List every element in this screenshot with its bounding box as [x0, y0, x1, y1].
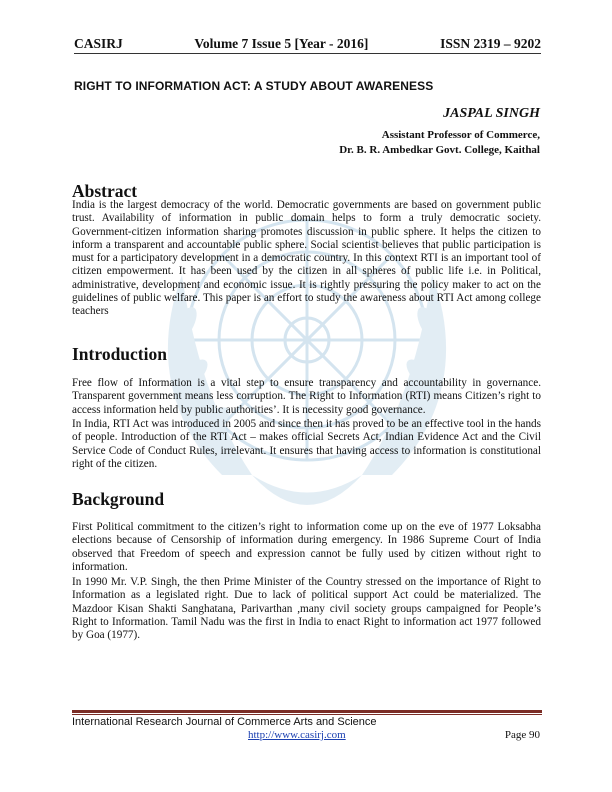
footer-journal-name: International Research Journal of Commerce Arts and Science — [72, 716, 377, 728]
page-number: Page 90 — [504, 729, 540, 741]
footer-rule-thick — [72, 710, 542, 713]
background-paragraph-2: In 1990 Mr. V.P. Singh, the then Prime Minister of the Country stressed on the importance of Right to Information as a legislated right. Due to lack of political support Act could be materialized. The Mazdoor Kisan Shakti Sanghatana, Parivarthan ,many civil society groups campaigned for People’s Right to Information. Tamil Nadu was the first in India to enact Right to information act 1977 followed by Goa (1977). — [72, 576, 541, 642]
volume-issue: Volume 7 Issue 5 [Year - 2016] — [194, 36, 369, 51]
paper-title: RIGHT TO INFORMATION ACT: A STUDY ABOUT AWARENESS — [74, 79, 434, 93]
author-position: Assistant Professor of Commerce, — [381, 129, 540, 141]
running-header — [74, 36, 541, 54]
introduction-paragraph-2: In India, RTI Act was introduced in 2005 and since then it has proved to be an effective tool in the hands of people. Introduction of the RTI Act – makes official Secrets Act, Indian Evidence Act and the Civil Service Code of Conduct Rules, irrelevant. It ensures that having access to information is constitutional right of the citizen. — [72, 418, 541, 470]
journal-abbrev: CASIRJ — [74, 36, 123, 51]
abstract-text: India is the largest democracy of the world. Democratic governments are based on government public trust. Availability of information in public domain helps to form a truly democratic society. Government-citizen information sharing promotes discussion in public sphere. It helps the citizen to inform a transparent and accountable public sphere. Social scientist believes that public participation is must for a participatory development in a democratic country. In this context RTI is an important tool of citizen empowerment. It has been used by the citizen in all spheres of public life i.e. in Political, administrative, development and economic issue. It is rightly pressuring the policy maker to act on the guidelines of public welfare. This paper is an effort to study the awareness about RTI Act among college teachers — [72, 199, 541, 318]
author-affiliation: Dr. B. R. Ambedkar Govt. College, Kaithal — [339, 144, 540, 156]
introduction-paragraph-1: Free flow of Information is a vital step to ensure transparency and accountability in governance. Transparent government means less corruption. The Right to Information (RTI) means Citizen’s right to access information held by public authorities’. It is necessity good governance. — [72, 377, 541, 416]
background-heading: Background — [72, 489, 165, 509]
author-name: JASPAL SINGH — [443, 106, 540, 121]
background-paragraph-1: First Political commitment to the citizen’s right to information come up on the eve of 1977 Loksabha elections because of Censorship of information during emergency. In 1986 Supreme Court of India observed that Freedom of speech and expression cannot be fully used by citizen without right to information. — [72, 521, 541, 573]
introduction-heading: Introduction — [72, 344, 167, 364]
issn: ISSN 2319 – 9202 — [440, 36, 541, 51]
author-block — [339, 106, 540, 158]
journal-website-link[interactable]: http://www.casirj.com — [248, 729, 346, 741]
footer-rule-thin — [72, 714, 542, 715]
abstract-heading: Abstract — [72, 181, 138, 201]
